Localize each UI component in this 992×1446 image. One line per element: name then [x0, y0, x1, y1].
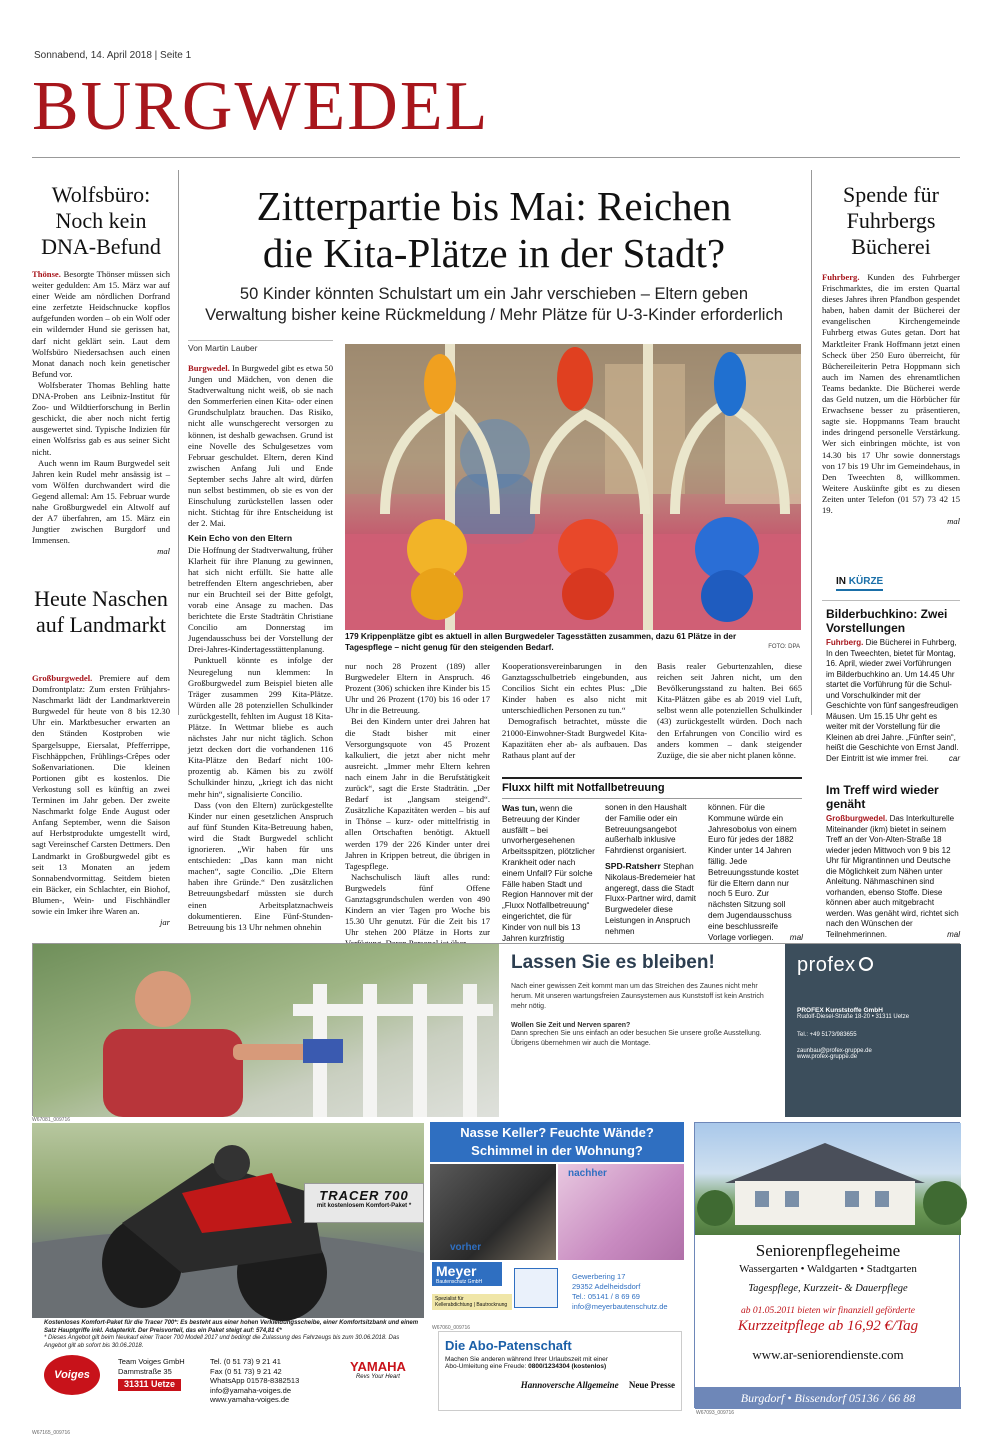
meyer-before-photo — [430, 1164, 556, 1260]
kurze-rule — [822, 600, 960, 601]
yamaha-web[interactable]: www.yamaha-voiges.de — [210, 1395, 290, 1404]
meyer-email[interactable]: info@meyerbautenschutz.de — [572, 1302, 668, 1311]
brief-2-body — [826, 814, 960, 940]
in-kuerze-prefix: IN — [836, 576, 849, 587]
brief-1-headline: Bilderbuchkino: Zwei Vorstellungen — [826, 607, 948, 635]
senior-ad[interactable] — [694, 1122, 960, 1408]
yamaha-photo — [32, 1123, 424, 1318]
yamaha-contact — [210, 1357, 299, 1405]
brief-2-text: Das Interkulturelle Miteinander (ikm) bietet in seinem Treff an der Von-Alten-Straße 18 wieder jeden Mittwoch von 9 bis 12 Uhr für Migrantinnen und Deutsche die Möglichkeit zum Nähen unter Anleitung. Nähmaschinen sind vorhanden, ebenso Stoffe. Diese können aber auch mitgebracht werden. Was genäht wird, richtet sich nach den Wünschen der Teilnehmerinnen. — [826, 814, 959, 939]
meyer-contact — [572, 1272, 668, 1312]
tracer-badge — [304, 1183, 424, 1223]
main-text-intro: In Burgwedel gibt es etwa 50 Jungen und Mädchen, von denen die Stadtverwaltung nicht weiß, ob sie nach den Sommerferien einen Kita- oder einen Grundschulplatz brauchen. Das Risiko, nicht alle wunschgerecht versorgen zu können, ist deshalb gewachsen. Grund ist eine Novelle des Schulgesetzes vom Februar geschuldet. Eltern, deren Kind zwischen Anfang Juli und Ende September sechs Jahre alt wird, dürfen nun selbst bestimmen, ob sie es von der Einschulung zurückstellen lassen oder nicht. Stichtag für ihre Entscheidung ist der 2. Mai. — [188, 363, 334, 529]
meyer-logo-name: Meyer — [436, 1263, 477, 1279]
main-text-4: Dass (von den Eltern) zurückgestellte Kinder nur einen gesetzlichen Anspruch auf fünf Stunden Kita-Betreuung haben, wird die Stadt Burgwedel schlicht ignorieren. „Wir haben für uns entschieden: „Das kann man nicht machen“, sagte Concilio. „Die Eltern haben ihre Gründe.“ Den zusätzlichen Betreuungsbedarf müssten sie durch einen Arbeitsplatznachweis dokumentieren. Eine Fünf-Stunden-Betreuung bis 13 Uhr nehmen ohnehin — [188, 799, 333, 932]
naschmarkt-signature: jar — [159, 917, 170, 928]
meyer-logo — [432, 1262, 502, 1286]
brief-1-text: Die Bücherei in Fuhrberg, In den Tweechten, bietet für Montag, 16. April, wieder zwei Vorführungen im Bilderbuchkino an. Um 14.45 Uhr startet die Vorführung für die Schul- und Vorschulkinder mit der Geschichte von fünf sangesfreudigen Mäusen. Um 15.15 Uhr geht es weiter mit der Vorstellung für die Kleinen ab drei Jahre. „Fünfter sein“, heißt die Geschichte von Ernst Jandl. Der Eintritt ist wie immer frei. — [826, 638, 959, 763]
profex-address: Rudolf-Diesel-Straße 18-20 • 31311 Uetze — [797, 1014, 910, 1020]
yamaha-dealer — [118, 1357, 185, 1391]
spende-place: Fuhrberg. — [822, 272, 860, 282]
senior-web[interactable]: www.ar-seniorendienste.com — [752, 1347, 904, 1362]
fluxx-column-2 — [605, 803, 700, 936]
brief-1 — [826, 607, 960, 764]
main-text-2: Die Hoffnung der Stadtverwaltung, früher Klarheit für ihre Planung zu gewinnen, hat sich nicht erfüllt. Sie hatte alle betreffenden Eltern angeschrieben, aber nur ein Bruchteil sei der Bitte gefolgt, vorab eine Ansage zu machen. Das berichtete die Erste Stadträtin Christiane Concilio am Donnerstag im Jugendausschuss bei der Vorstellung der Drei-Jahres-Kindertagesstättenplanung. — [188, 544, 333, 655]
brief-1-signature: car — [948, 753, 960, 763]
senior-locations: Wassergarten • Waldgarten • Stadtgarten — [739, 1263, 917, 1275]
senior-offer: Kurzzeitpflege ab 16,92 €/Tag — [737, 1318, 919, 1334]
main-column-4 — [657, 661, 802, 771]
brief-1-place: Fuhrberg. — [826, 638, 864, 647]
photo-credit: FOTO: DPA — [768, 644, 800, 650]
main-text-9: Demografisch betrachtet, müsste die 21000-Einwohner-Stadt Burgwedel Kita-Kapazitäten eher ab- als aufbauen. Das Rathaus plant auf der — [502, 716, 647, 760]
profex-email[interactable]: zaunbau@profex-gruppe.de — [797, 1048, 872, 1054]
meyer-after-label: nachher — [568, 1168, 607, 1179]
main-headline-line-1: Zitterpartie bis Mai: Reichen — [256, 183, 732, 229]
fluxx-text-2: sonen in den Haushalt der Familie oder ein Betreuungsangebot außerhalb inklusive Fahrdienst organisiert. — [605, 803, 687, 856]
yamaha-email[interactable]: info@yamaha-voiges.de — [210, 1385, 291, 1395]
yamaha-terms-2: * Dieses Angebot gilt beim Neukauf einer Tracer 700 Modell 2017 und bedingt die Zulassung des Fahrzeugs bis zum 30.06.2018. Das Angebot gilt ab sofort bis 30.06.2018. — [44, 1335, 400, 1349]
byline: Von Martin Lauber — [188, 343, 258, 353]
senior-text-panel — [695, 1237, 961, 1363]
main-text-6: Bei den Kindern unter drei Jahren hat die Stadt bisher mit einer Versorgungsquote von 45 Prozent kalkuliert, die jetzt aber nicht mehr ausreicht. „Immer mehr Eltern kehren nach einem Jahr in die Berufstätigkeit zurück“, sagt die Erste Stadträtin. „Der Bedarf ist „langsam steigend“. Zusätzliche Kapazitäten werden – bis auf in Thönse – kurz- oder mittelfristig in allen Ortschaften benötigt. Aktuell werden 179 der 226 Kinder unter drei Jahren in Krippen betreut, die übrigen in Tagespflege. — [345, 716, 490, 871]
profex-photo-illustration — [33, 944, 499, 1117]
main-text-5: nur noch 28 Prozent (189) aller Burgwedeler Eltern in Anspruch. 46 Prozent (306) schicken ihre Kinder bis 15 Uhr und 26 Prozent (170) bis 16 oder 17 Uhr in die Betreuung. — [345, 661, 490, 716]
brief-2 — [826, 783, 960, 940]
meyer-header — [430, 1122, 684, 1162]
fluxx-kw-2: SPD-Ratsherr — [605, 860, 661, 871]
spende-signature: mal — [947, 516, 960, 527]
senior-headline: Seniorenpflegeheime — [755, 1241, 901, 1260]
yamaha-logo-sub: Revs Your Heart — [355, 1374, 400, 1380]
masthead: BURGWEDEL — [32, 68, 490, 145]
abo-brand-1: Hannoversche Allgemeine — [520, 1380, 619, 1390]
wolf-article — [32, 269, 170, 557]
kita-photo — [345, 344, 801, 630]
main-subheadline-line-2: Verwaltung bisher keine Rückmeldung / Mehr Plätze für U-3-Kinder erforderlich — [205, 306, 783, 324]
yamaha-dealer-name: Team Voiges GmbH — [118, 1357, 185, 1366]
meyer-spec-1: Spezialist für — [435, 1296, 464, 1302]
profex-logo-text: profex — [797, 954, 856, 976]
meyer-code: W67060_009716 — [432, 1325, 471, 1331]
profex-contact-panel — [785, 944, 961, 1117]
profex-headline: Lassen Sie es bleiben! — [511, 952, 715, 973]
wolf-place: Thönse. — [32, 269, 61, 279]
profex-text-1: Nach einer gewissen Zeit kommt man um das Streichen des Zaunes nicht mehr herum. Mit unseren wartungsfreien Zaunsystemen aus Kunststoff ist kein Anstrich mehr nötig. — [511, 983, 764, 1010]
meyer-street: Gewerbering 17 — [572, 1272, 626, 1281]
yamaha-logo-text: YAMAHA — [350, 1359, 406, 1374]
wolf-text-1: Besorgte Thönser müssen sich weiter gedulden: Am 15. März war auf einer Weide am nördlichen Dorfrand eine zerfetzte Heidschnucke kopflos aufgefunden worden – ob ein Wolf oder ein wildernder Hund sie gerissen hat, darf nicht geklärt sein. Laut dem Wolfsbüro Niedersachsen auch einen Monat danach noch kein genetischer Befund vor. — [32, 269, 170, 379]
fluxx-text-4: können. Für die Kommune würde ein Jahresobolus von einem Euro für jedes der 1882 Kinder unter 14 Jahren fällig. Jede Betreuungsstunde kostet für die Eltern dann nur noch 5 Euro. Zur nächsten Sitzung soll dem Jugendausschuss eine beschlussreife Vorlage vorliegen. — [708, 803, 799, 942]
yamaha-code: W67165_009716 — [32, 1430, 71, 1436]
yamaha-terms — [44, 1320, 422, 1350]
fluxx-kw-1: Was tun, — [502, 803, 538, 813]
abo-hotline[interactable]: 0800/1234304 (kostenlos) — [528, 1363, 607, 1370]
voiges-logo-text: Voiges — [44, 1355, 100, 1395]
yamaha-terms-1: Kostenloses Komfort-Paket für die Tracer 700*: Es besteht aus einer hohen Verkleidungsscheibe, einer Komfortsitzbank und einem Satz Hauptgriffe inkl. Adapterkit. Der Preisvorteil, das ein Paket steigt auf: 574,81 €* — [44, 1320, 419, 1334]
naschmarkt-article — [32, 673, 170, 928]
yamaha-ad[interactable] — [32, 1123, 424, 1428]
abo-headline: Die Abo-Patenschaft — [445, 1338, 572, 1353]
naschmarkt-place: Großburgwedel. — [32, 673, 93, 683]
profex-logo-icon — [859, 957, 873, 971]
main-text-10: Basis realer Geburtenzahlen, diese reichen seit Jahren nicht, um den Bevölkerungsstand zu halten. Bei 665 Kita-Plätzen gäbe es ab 2019 viel Luft, selbst wenn alle potenziellen Schulkinder (43) zurückgestellt würden. Doch nach den Erfahrungen von Concilio wird es anders kommen – dank steigender Zuzüge, die sie aber nicht planen könne. — [657, 661, 802, 760]
photo-caption: 179 Krippenplätze gibt es aktuell in allen Burgwedeler Tagesstätten zusammen, dazu 61 Plätze in der Tagespflege – nicht genug für den steigenden Bedarf. — [345, 632, 737, 652]
meyer-logo-sub: Bautenschutz GmbH — [436, 1279, 483, 1285]
profex-text-2: Dann sprechen Sie uns einfach an oder besuchen Sie unsere große Ausstellung. Übrigens übernehmen wir auch die Montage. — [511, 1030, 762, 1047]
meyer-ad[interactable] — [430, 1122, 684, 1322]
main-text-3: Punktuell könnte es infolge der Neuregelung nun klemmen: In Großburgwedel zum Beispiel bieten alle Träger zusammen 299 Kita-Plätze. Würden alle 28 potenziellen Schulkinder zurückgestellt, fehlten im August 18 Kita-Plätze. In Wettmar bliebe es auch nächstes Jahr nur nicht täglich. Schon jetzt decken dort die vorhandenen 116 Kita-Plätze den Bedarf nicht 100-prozentig ab. Kämen bis zu zwölf Schulkinder hinzu, „kriegt ich das nicht mehr hin“, signalisierte Concilio. — [188, 655, 333, 799]
brief-2-signature: mal — [947, 929, 960, 939]
main-subheadline — [186, 284, 802, 326]
main-text-7: Nachschulisch läuft alles rund: Burgwedels fünf Offene Ganztagsgrundschulen werden von 490 Kindern an vier Tagen pro Woche bis 15.30 Uhr genutzt. Für die Zeit bis 17 Uhr stehen 200 Plätze in Horts zur — [345, 871, 490, 938]
fluxx-column-1 — [502, 803, 597, 943]
fluxx-top-rule — [502, 777, 802, 779]
profex-ad[interactable] — [32, 943, 960, 1116]
senior-since: ab 01.05.2011 bieten wir finanziell geförderte — [741, 1306, 915, 1316]
right-column — [822, 182, 960, 562]
meyer-before-label: vorher — [450, 1242, 482, 1253]
profex-company: PROFEX Kunststoffe GmbH — [797, 1007, 883, 1014]
fluxx-signature: mal — [789, 932, 803, 942]
wolf-headline: Wolfsbüro: Noch kein DNA-Befund — [41, 182, 161, 259]
wolf-text-3: Auch wenn im Raum Burgwedel seit Jahren kein Rudel mehr ansässig ist – vom Wölfen durchwandert wird die Gegend allemal: Am 15. Februar wurde nahe Großburgwedel ein Altwolf auf der A7 überfahren, am 15. März ein Jungtier zwischen Burgdorf und Immensen. — [32, 457, 170, 546]
senior-photo — [695, 1123, 961, 1235]
yamaha-whatsapp: WhatsApp 01578-8382513 — [210, 1376, 300, 1385]
kita-photo-illustration — [345, 344, 801, 630]
meyer-phone: Tel.: 05141 / 8 69 69 — [572, 1292, 640, 1301]
meyer-house-icon — [514, 1268, 558, 1308]
main-crosshead: Kein Echo von den Eltern — [188, 533, 293, 544]
wolf-text-2: Wolfsberater Thomas Behling hatte DNA-Proben ans Leibniz-Institut für Zoo- und Wildtierforschung in Berlin geschickt, die aber noch nicht fertig ausgewertet sind. Typische Indizien für einen Wolfsriss gab es aus seiner Sicht nicht. — [32, 379, 170, 457]
right-column-rule — [811, 170, 812, 715]
main-headline — [186, 183, 802, 277]
main-place: Burgwedel. — [188, 363, 230, 373]
brief-2-place: Großburgwedel. — [826, 814, 888, 823]
masthead-rule — [32, 157, 960, 158]
senior-code: W67093_009716 — [696, 1410, 735, 1416]
main-column-2 — [345, 661, 490, 938]
yamaha-dealer-city: 31311 Uetze — [118, 1379, 181, 1391]
meyer-spec-2: Kellerabdichtung | Bautrocknung — [435, 1302, 508, 1308]
abo-ad[interactable] — [438, 1331, 682, 1411]
left-column — [32, 182, 170, 637]
in-kuerze-label — [836, 576, 883, 591]
profex-code: W67081_009716 — [32, 1117, 71, 1123]
senior-footer: Burgdorf • Bissendorf 05136 / 66 88 — [695, 1387, 961, 1409]
meyer-city: 29352 Adelheidsdorf — [572, 1282, 641, 1291]
yamaha-dealer-street: Dammstraße 35 — [118, 1366, 172, 1376]
abo-line-2: Abo-Umleitung eine Freude: — [445, 1363, 527, 1370]
profex-text-panel — [499, 944, 785, 1117]
meyer-head-1: Nasse Keller? Feuchte Wände? — [460, 1125, 654, 1140]
profex-web[interactable]: www.profex-gruppe.de — [797, 1054, 858, 1060]
main-column-3 — [502, 661, 647, 771]
fluxx-under-rule — [502, 798, 802, 799]
tracer-badge-title: TRACER 700 — [319, 1188, 409, 1203]
senior-photo-illustration — [695, 1123, 961, 1235]
fluxx-headline: Fluxx hilft mit Notfallbetreuung — [502, 782, 665, 794]
profex-photo — [33, 944, 499, 1117]
brief-2-headline: Im Treff wird wieder genäht — [826, 783, 939, 811]
profex-logo — [797, 954, 949, 977]
abo-line-1: Machen Sie anderen während Ihrer Urlaubszeit mit einer — [445, 1356, 608, 1363]
left-column-rule — [178, 170, 179, 715]
fluxx-text-1: wenn die Betreuung der Kinder ausfällt – bei unvorhergesehenen Arbeitsspitzen, plötzlicher Krankheit oder nach einem Unfall? Für solche Fälle haben Stadt und Region Hannover mit der „Fluxx Notfallbetreuung“ eingerichtet, die für Kinder von null bis 13 Jahren kurzfristig — [502, 804, 595, 943]
wolf-signature: mal — [157, 546, 170, 557]
yamaha-logo — [350, 1359, 406, 1380]
naschmarkt-headline: Heute Naschen auf Landmarkt — [34, 586, 168, 637]
abo-brand-2: Neue Presse — [628, 1380, 675, 1390]
spende-headline: Spende für Fuhrbergs Bücherei — [843, 182, 939, 259]
meyer-spec — [432, 1294, 512, 1310]
spende-text: Kunden des Fuhrberger Frischmarktes, die im ersten Quartal dieses Jahres ihren Pfandbon gespendet haben, haben damit der Bücherei der evangelischen Kirchengemeinde Fuhrberg etwas Gutes getan. Dort hat Marktleiter Frank Hoffmann jetzt einen Scheck über 250 Euro überreicht, für Büchereileiterin Petra Hoppmann sich auch im Namen des ehrenamtlichen Teams bedankte. Die Bücherei werde das Geld nutzen, um die Hörbücher für Erwachsene besser zu präsentieren, sagte sie. Hoppmanns Team braucht indes dringend personelle Verstärkung. Wer sich einbringen möchte, ist von 14.30 bis 17 Uhr sowie donnerstags von 17 bis 19 Uhr im Gemeindehaus, in Den Tweechten 8, willkommen. Weitere Auskünfte gibt es zu diesen Zeiten unter Telefon (01 57) 73 42 15 19. — [822, 272, 960, 515]
main-column-1 — [188, 363, 334, 932]
yamaha-tel: Tel. (0 51 73) 9 21 41 — [210, 1357, 281, 1366]
tracer-badge-sub: mit kostenlosem Komfort-Paket * — [316, 1203, 412, 1209]
profex-question: Wollen Sie Zeit und Nerven sparen? — [511, 1022, 631, 1029]
voiges-logo — [44, 1355, 106, 1405]
byline-rule — [188, 340, 333, 341]
yamaha-fax: Fax (0 51 73) 9 21 42 — [210, 1366, 282, 1376]
naschmarkt-text: Premiere auf dem Domfrontplatz: Zum ersten Frühjahrs-Naschmarkt lädt der Landmarktverein Burgwedel für heute von 8 bis 12.30 Uhr ein. Marktbesucher erwarten an den Ständen Kostproben wie Spargelsuppe, Eiersalat, Pfefferrippe, Fischhäppchen, Frühlings-Crêpes oder Soßenvariationen. Die kleinen Portionen gibt es kostenlos. Die Verkostung soll es künftig an zwei Terminen im Jahr geben. Der zweite Naschmarkt folge Ende August oder Anfang September, wenn die Saison auf Herbstprodukte umgestellt wird, sagt Vereinschef Carsten Dettmers. Den Landmarkt in Großburgwedel gibt es seit 13 Monaten an jedem Sonnabendvormittag. Seitdem bieten ein Bäcker, ein Schlachter, ein Biohof, Blumen-, Wein- und Fischhändler sowie ein Imker ihre Waren an. — [32, 673, 170, 916]
meyer-head-2: Schimmel in der Wohnung? — [471, 1143, 643, 1158]
profex-phone: Tel.: +49 5173/983655 — [797, 1032, 857, 1038]
in-kuerze-word: KÜRZE — [848, 576, 884, 587]
main-subheadline-line-1: 50 Kinder könnten Schulstart um ein Jahr verschieben – Eltern geben — [239, 285, 749, 303]
senior-services: Tagespflege, Kurzzeit- & Dauerpflege — [748, 1283, 908, 1294]
main-text-8: Kooperationsvereinbarungen in den Ganztagsschulbetrieb eingebunden, aus Concilios Sicht ein echtes Plus: „Die Kinder haben es also nicht mit unterschiedlichen Personen zu tun.“ — [502, 661, 647, 716]
fluxx-text-3: Stephan Nikolaus-Bredemeier hat angeregt, dass die Stadt Fluxx-Partner wird, damit Burgwedeler diese Leistungen in Anspruch nehmen — [605, 861, 696, 936]
spende-article — [822, 272, 960, 562]
dateline: Sonnabend, 14. April 2018 | Seite 1 — [34, 50, 192, 61]
brief-1-body — [826, 638, 960, 764]
fluxx-column-3 — [708, 803, 803, 942]
main-headline-line-2: die Kita-Plätze in der Stadt? — [262, 230, 726, 276]
